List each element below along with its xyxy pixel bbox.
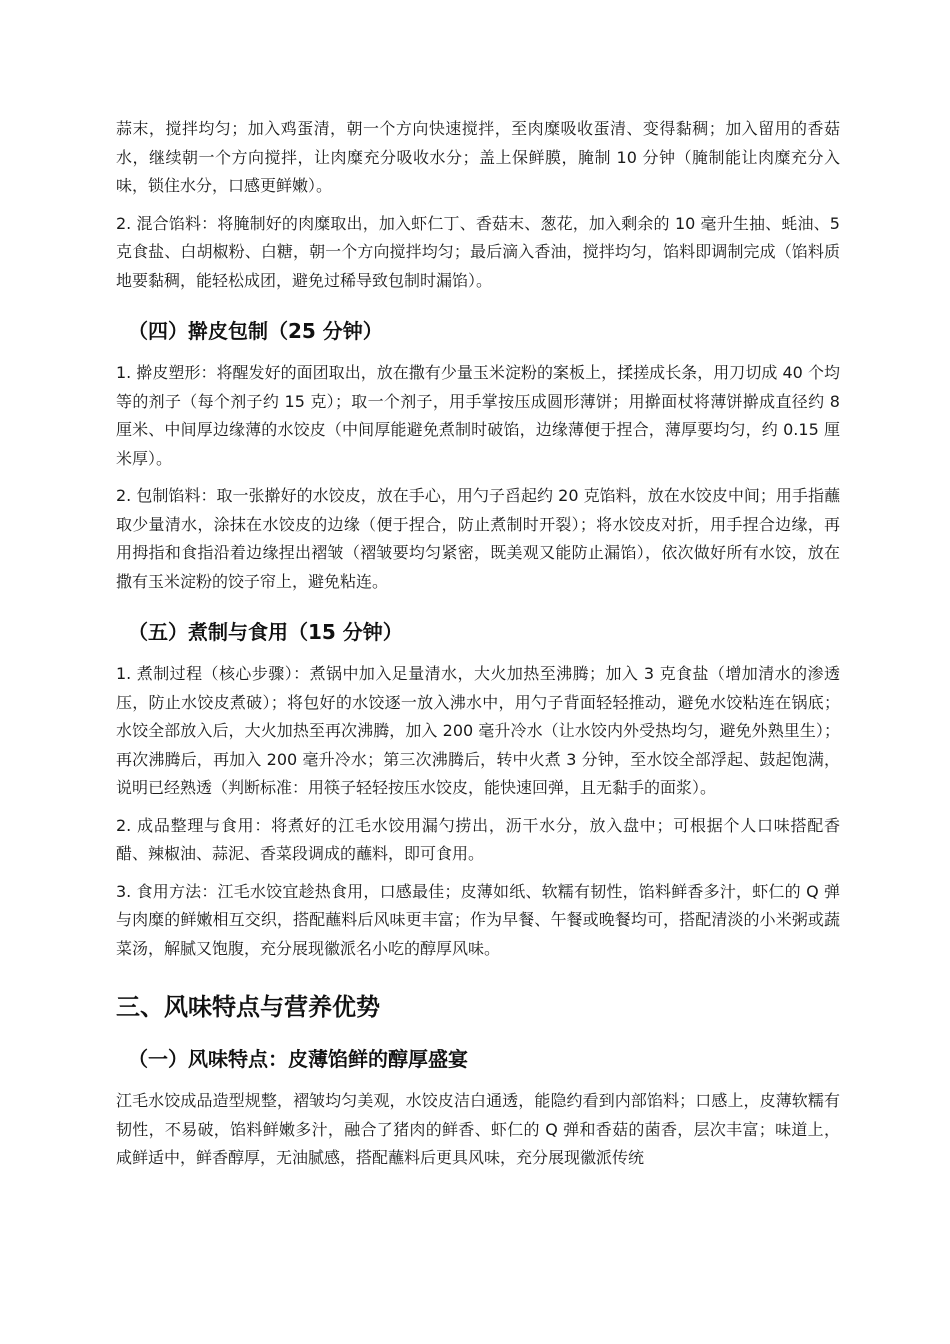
paragraph-plating-serving: 2. 成品整理与食用：将煮好的江毛水饺用漏勺捞出，沥干水分，放入盘中；可根据个人口味搭配香醋、辣椒油、蒜泥、香菜段调成的蘸料，即可食用。 [116, 815, 840, 863]
paragraph-rolling-shaping: 1. 擀皮塑形：将醒发好的面团取出，放在撒有少量玉米淀粉的案板上，揉搓成长条，用刀切成 40 个均等的剂子（每个剂子约 15 克）；取一个剂子，用手掌按压成圆形薄饼；用擀面杖将薄饼擀成直径约 8 厘米、中间厚边缘薄的水饺皮（中间厚能避免煮制时破馅，边缘薄便于捏合，薄厚要均匀，约 0.15 厘米厚）。 [116, 363, 840, 468]
paragraph-cooking-process: 1. 煮制过程（核心步骤）：煮锅中加入足量清水，大火加热至沸腾；加入 3 克食盐（增加清水的渗透压，防止水饺皮煮破）；将包好的水饺逐一放入沸水中，用勺子背面轻轻推动，避免水饺粘连在锅底；水饺全部放入后，大火加热至再次沸腾，加入 200 毫升冷水（让水饺内外受热均匀，避免外熟里生）；再次沸腾后，再加入 200 毫升冷水；第三次沸腾后，转中火煮 3 分钟，至水饺全部浮起、鼓起饱满，说明已经熟透（判断标准：用筷子轻轻按压水饺皮，能快速回弹，且无黏手的面浆）。 [116, 664, 840, 797]
section-heading-flavor-nutrition: 三、风味特点与营养优势 [116, 993, 380, 1021]
heading-rolling-wrapping: （四）擀皮包制（25 分钟） [128, 319, 383, 343]
paragraph-marinate-continued: 蒜末，搅拌均匀；加入鸡蛋清，朝一个方向快速搅拌，至肉糜吸收蛋清、变得黏稠；加入留用的香菇水，继续朝一个方向搅拌，让肉糜充分吸收水分；盖上保鲜膜，腌制 10 分钟（腌制能让肉糜充分入味，锁住水分，口感更鲜嫩）。 [116, 119, 840, 195]
paragraph-mix-filling: 2. 混合馅料：将腌制好的肉糜取出，加入虾仁丁、香菇末、葱花，加入剩余的 10 毫升生抽、蚝油、5 克食盐、白胡椒粉、白糖，朝一个方向搅拌均匀；最后滴入香油，搅拌均匀，馅料即调制完成（馅料质地要黏稠，能轻松成团，避免过稀导致包制时漏馅）。 [116, 213, 840, 290]
paragraph-eating-method: 3. 食用方法：江毛水饺宜趁热食用，口感最佳；皮薄如纸、软糯有韧性，馅料鲜香多汁，虾仁的 Q 弹与肉糜的鲜嫩相互交织，搭配蘸料后风味更丰富；作为早餐、午餐或晚餐均可，搭配清淡的小米粥或蔬菜汤，解腻又饱腹，充分展现徽派名小吃的醇厚风味。 [116, 881, 840, 958]
heading-cooking-eating: （五）煮制与食用（15 分钟） [128, 620, 403, 644]
document-body [116, 115, 840, 1182]
paragraph-wrapping-filling: 2. 包制馅料：取一张擀好的水饺皮，放在手心，用勺子舀起约 20 克馅料，放在水饺皮中间；用手指蘸取少量清水，涂抹在水饺皮的边缘（便于捏合，防止煮制时开裂）；将水饺皮对折，用手捏合边缘，再用拇指和食指沿着边缘捏出褶皱（褶皱要均匀紧密，既美观又能防止漏馅），依次做好所有水饺，放在撒有玉米淀粉的饺子帘上，避免粘连。 [116, 486, 840, 591]
heading-flavor-features: （一）风味特点：皮薄馅鲜的醇厚盛宴 [128, 1047, 468, 1071]
paragraph-flavor-description: 江毛水饺成品造型规整，褶皱均匀美观，水饺皮洁白通透，能隐约看到内部馅料；口感上，皮薄软糯有韧性，不易破，馅料鲜嫩多汁，融合了猪肉的鲜香、虾仁的 Q 弹和香菇的菌香，层次丰富；味道上，咸鲜适中，鲜香醇厚，无油腻感，搭配蘸料后更具风味，充分展现徽派传统 [116, 1091, 840, 1167]
